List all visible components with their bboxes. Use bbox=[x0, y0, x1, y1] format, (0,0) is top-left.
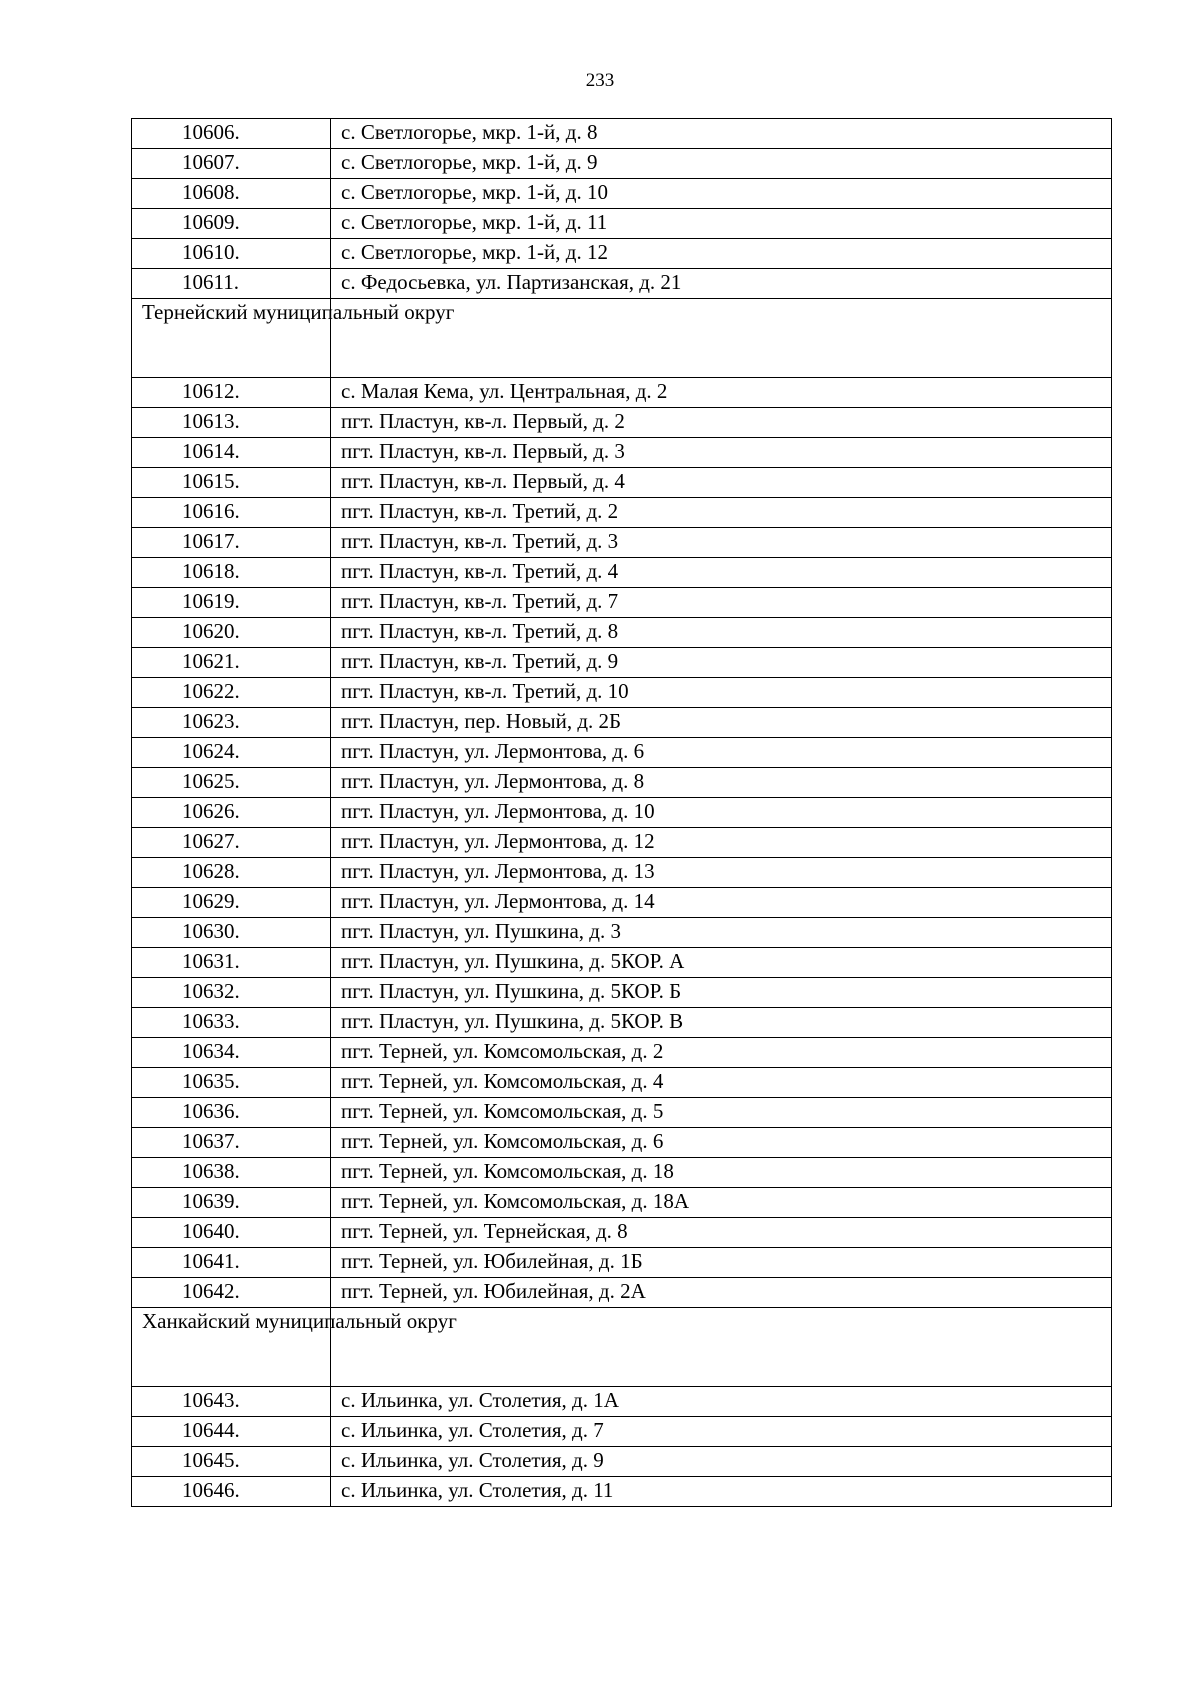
row-number: 10632. bbox=[132, 978, 331, 1008]
row-number: 10637. bbox=[132, 1128, 331, 1158]
row-address: пгт. Терней, ул. Комсомольская, д. 6 bbox=[331, 1128, 1112, 1158]
row-number: 10615. bbox=[132, 468, 331, 498]
table-row bbox=[132, 269, 1112, 299]
row-number: 10628. bbox=[132, 858, 331, 888]
row-number: 10625. bbox=[132, 768, 331, 798]
row-number: 10621. bbox=[132, 648, 331, 678]
table-row bbox=[132, 1417, 1112, 1447]
row-number: 10607. bbox=[132, 149, 331, 179]
table-row bbox=[132, 468, 1112, 498]
row-address: пгт. Пластун, кв-л. Третий, д. 7 bbox=[331, 588, 1112, 618]
table-row bbox=[132, 239, 1112, 269]
row-number: 10643. bbox=[132, 1387, 331, 1417]
page-number: 233 bbox=[585, 70, 615, 91]
table-row bbox=[132, 1188, 1112, 1218]
row-address: с. Федосьевка, ул. Партизанская, д. 21 bbox=[331, 269, 1112, 299]
row-number: 10638. bbox=[132, 1158, 331, 1188]
row-address: пгт. Пластун, кв-л. Третий, д. 3 bbox=[331, 528, 1112, 558]
row-address: пгт. Пластун, ул. Лермонтова, д. 8 bbox=[331, 768, 1112, 798]
table-row bbox=[132, 1158, 1112, 1188]
row-address: пгт. Пластун, ул. Пушкина, д. 3 bbox=[331, 918, 1112, 948]
table-row bbox=[132, 1038, 1112, 1068]
row-address: с. Светлогорье, мкр. 1-й, д. 8 bbox=[331, 119, 1112, 149]
table-row bbox=[132, 119, 1112, 149]
row-number: 10626. bbox=[132, 798, 331, 828]
row-number: 10609. bbox=[132, 209, 331, 239]
row-address: пгт. Пластун, кв-л. Третий, д. 9 bbox=[331, 648, 1112, 678]
row-number: 10644. bbox=[132, 1417, 331, 1447]
table-row bbox=[132, 1098, 1112, 1128]
row-number: 10634. bbox=[132, 1038, 331, 1068]
table-row bbox=[132, 438, 1112, 468]
table-row bbox=[132, 978, 1112, 1008]
table-row bbox=[132, 828, 1112, 858]
row-address: с. Ильинка, ул. Столетия, д. 7 bbox=[331, 1417, 1112, 1447]
table-row bbox=[132, 1387, 1112, 1417]
row-address: пгт. Пластун, кв-л. Третий, д. 2 bbox=[331, 498, 1112, 528]
table-row bbox=[132, 738, 1112, 768]
row-number: 10640. bbox=[132, 1218, 331, 1248]
table-row bbox=[132, 858, 1112, 888]
row-address: пгт. Терней, ул. Тернейская, д. 8 bbox=[331, 1218, 1112, 1248]
row-address: с. Светлогорье, мкр. 1-й, д. 12 bbox=[331, 239, 1112, 269]
table-row bbox=[132, 408, 1112, 438]
row-address: пгт. Пластун, ул. Пушкина, д. 5КОР. В bbox=[331, 1008, 1112, 1038]
row-number: 10608. bbox=[132, 179, 331, 209]
row-address: пгт. Терней, ул. Комсомольская, д. 4 bbox=[331, 1068, 1112, 1098]
row-number: 10641. bbox=[132, 1248, 331, 1278]
table-row bbox=[132, 888, 1112, 918]
row-number: 10612. bbox=[132, 378, 331, 408]
row-address: с. Светлогорье, мкр. 1-й, д. 11 bbox=[331, 209, 1112, 239]
table-row bbox=[132, 498, 1112, 528]
row-number: 10627. bbox=[132, 828, 331, 858]
row-address: пгт. Пластун, ул. Лермонтова, д. 6 bbox=[331, 738, 1112, 768]
row-number: 10624. bbox=[132, 738, 331, 768]
table-row bbox=[132, 798, 1112, 828]
row-number: 10620. bbox=[132, 618, 331, 648]
row-number: 10633. bbox=[132, 1008, 331, 1038]
row-address: пгт. Терней, ул. Комсомольская, д. 18А bbox=[331, 1188, 1112, 1218]
row-number: 10614. bbox=[132, 438, 331, 468]
table-row bbox=[132, 1248, 1112, 1278]
district-row bbox=[132, 299, 1112, 378]
row-number: 10618. bbox=[132, 558, 331, 588]
table-row bbox=[132, 558, 1112, 588]
table-row bbox=[132, 528, 1112, 558]
row-address: пгт. Пластун, ул. Лермонтова, д. 12 bbox=[331, 828, 1112, 858]
row-number: 10606. bbox=[132, 119, 331, 149]
row-number: 10639. bbox=[132, 1188, 331, 1218]
row-address: пгт. Пластун, ул. Пушкина, д. 5КОР. Б bbox=[331, 978, 1112, 1008]
address-table bbox=[131, 118, 1112, 1507]
row-address: с. Светлогорье, мкр. 1-й, д. 10 bbox=[331, 179, 1112, 209]
table-row bbox=[132, 179, 1112, 209]
table-row bbox=[132, 648, 1112, 678]
row-address: пгт. Пластун, ул. Лермонтова, д. 10 bbox=[331, 798, 1112, 828]
district-row bbox=[132, 1308, 1112, 1387]
table-row bbox=[132, 1218, 1112, 1248]
row-number: 10611. bbox=[132, 269, 331, 299]
table-row bbox=[132, 1477, 1112, 1507]
row-address: пгт. Терней, ул. Комсомольская, д. 2 bbox=[331, 1038, 1112, 1068]
row-number: 10635. bbox=[132, 1068, 331, 1098]
row-number: 10617. bbox=[132, 528, 331, 558]
table-row bbox=[132, 948, 1112, 978]
table-row bbox=[132, 1447, 1112, 1477]
row-number: 10619. bbox=[132, 588, 331, 618]
row-number: 10631. bbox=[132, 948, 331, 978]
table-row bbox=[132, 149, 1112, 179]
row-number: 10616. bbox=[132, 498, 331, 528]
row-address: пгт. Пластун, кв-л. Третий, д. 10 bbox=[331, 678, 1112, 708]
row-number: 10642. bbox=[132, 1278, 331, 1308]
row-address: пгт. Терней, ул. Комсомольская, д. 5 bbox=[331, 1098, 1112, 1128]
table-row bbox=[132, 209, 1112, 239]
district-name: Тернейский муниципальный округ bbox=[132, 299, 331, 378]
row-number: 10613. bbox=[132, 408, 331, 438]
table-row bbox=[132, 588, 1112, 618]
row-address: пгт. Пластун, ул. Лермонтова, д. 13 bbox=[331, 858, 1112, 888]
table-row bbox=[132, 1128, 1112, 1158]
row-address: пгт. Пластун, ул. Лермонтова, д. 14 bbox=[331, 888, 1112, 918]
row-address: пгт. Пластун, кв-л. Первый, д. 3 bbox=[331, 438, 1112, 468]
row-number: 10645. bbox=[132, 1447, 331, 1477]
row-address: пгт. Пластун, кв-л. Первый, д. 2 bbox=[331, 408, 1112, 438]
row-address: с. Ильинка, ул. Столетия, д. 9 bbox=[331, 1447, 1112, 1477]
row-address: пгт. Пластун, кв-л. Третий, д. 8 bbox=[331, 618, 1112, 648]
row-address: с. Светлогорье, мкр. 1-й, д. 9 bbox=[331, 149, 1112, 179]
table-row bbox=[132, 1278, 1112, 1308]
row-number: 10646. bbox=[132, 1477, 331, 1507]
district-name: Ханкайский муниципальный округ bbox=[132, 1308, 331, 1387]
row-address: пгт. Пластун, ул. Пушкина, д. 5КОР. А bbox=[331, 948, 1112, 978]
row-number: 10629. bbox=[132, 888, 331, 918]
row-address: пгт. Терней, ул. Юбилейная, д. 1Б bbox=[331, 1248, 1112, 1278]
table-row bbox=[132, 378, 1112, 408]
table-row bbox=[132, 708, 1112, 738]
row-address: с. Ильинка, ул. Столетия, д. 11 bbox=[331, 1477, 1112, 1507]
table-row bbox=[132, 768, 1112, 798]
address-table-body bbox=[132, 119, 1112, 1507]
row-address: с. Малая Кема, ул. Центральная, д. 2 bbox=[331, 378, 1112, 408]
row-address: пгт. Пластун, пер. Новый, д. 2Б bbox=[331, 708, 1112, 738]
row-address: пгт. Терней, ул. Юбилейная, д. 2А bbox=[331, 1278, 1112, 1308]
row-number: 10623. bbox=[132, 708, 331, 738]
row-number: 10636. bbox=[132, 1098, 331, 1128]
row-address: пгт. Пластун, кв-л. Третий, д. 4 bbox=[331, 558, 1112, 588]
table-row bbox=[132, 678, 1112, 708]
row-number: 10622. bbox=[132, 678, 331, 708]
row-address: с. Ильинка, ул. Столетия, д. 1А bbox=[331, 1387, 1112, 1417]
row-address: пгт. Пластун, кв-л. Первый, д. 4 bbox=[331, 468, 1112, 498]
table-row bbox=[132, 918, 1112, 948]
row-number: 10630. bbox=[132, 918, 331, 948]
table-row bbox=[132, 1068, 1112, 1098]
table-row bbox=[132, 1008, 1112, 1038]
row-address: пгт. Терней, ул. Комсомольская, д. 18 bbox=[331, 1158, 1112, 1188]
table-row bbox=[132, 618, 1112, 648]
row-number: 10610. bbox=[132, 239, 331, 269]
